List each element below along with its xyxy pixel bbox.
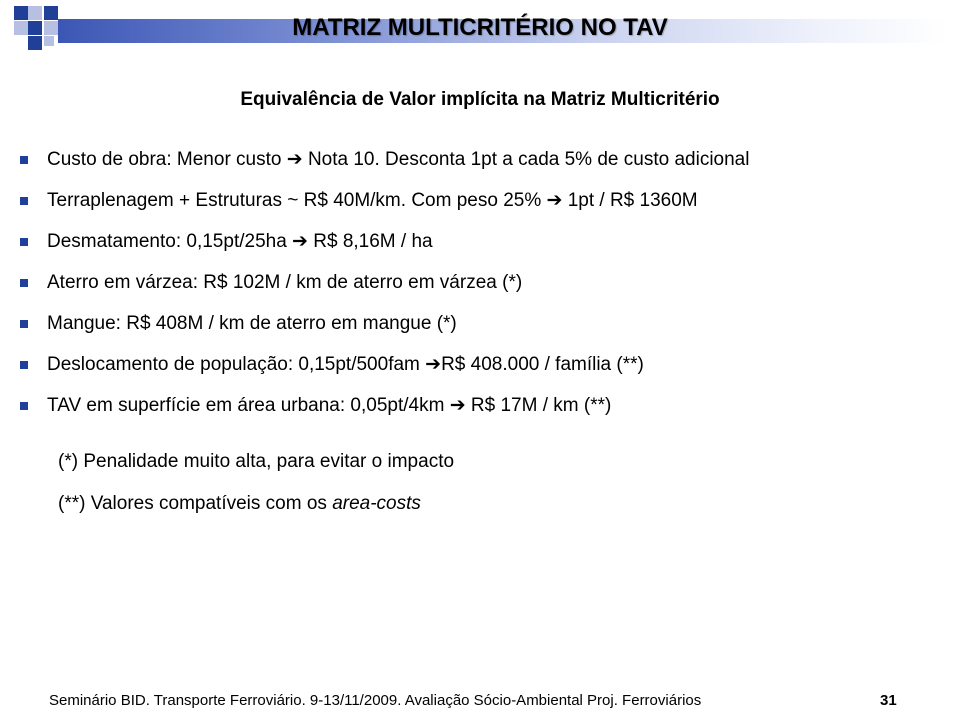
slide-subtitle: Equivalência de Valor implícita na Matriz Multicritério bbox=[240, 89, 720, 110]
bullet-text-before: Aterro em várzea: R$ 102M / km de aterro em várzea (*) bbox=[47, 272, 523, 293]
footnote-2-text: (**) Valores compatíveis com os bbox=[58, 493, 333, 514]
footer-text: Seminário BID. Transporte Ferroviário. 9-13/11/2009. Avaliação Sócio-Ambiental Proj. Ferroviários bbox=[49, 692, 702, 709]
bullet-text-after: R$ 8,16M / ha bbox=[307, 231, 433, 252]
bullet-text-after: R$ 408.000 / família (**) bbox=[441, 354, 644, 375]
bullet-text-before: Deslocamento de população: 0,15pt/500fam bbox=[47, 354, 426, 375]
bullet-item bbox=[20, 307, 950, 348]
bullet-text-before: Mangue: R$ 408M / km de aterro em mangue (*) bbox=[47, 313, 457, 334]
bullet-item bbox=[20, 348, 950, 389]
right-arrow-icon: ➔ bbox=[292, 231, 308, 252]
bullet-marker bbox=[20, 361, 28, 369]
bullet-text-before: Custo de obra: Menor custo bbox=[47, 149, 287, 170]
right-arrow-icon: ➔ bbox=[286, 149, 303, 170]
bullet-text-before: Desmatamento: 0,15pt/25ha bbox=[47, 231, 293, 252]
bullet-item bbox=[20, 225, 950, 266]
footnote-1: (*) Penalidade muito alta, para evitar o impacto bbox=[58, 451, 455, 472]
bullet-list bbox=[20, 143, 950, 430]
bullet-marker bbox=[20, 197, 28, 205]
right-arrow-icon: ➔ bbox=[546, 190, 563, 211]
bullet-marker bbox=[20, 279, 28, 287]
bullet-marker bbox=[20, 320, 28, 328]
bullet-item bbox=[20, 266, 950, 307]
bullet-item bbox=[20, 389, 950, 430]
bullet-text-before: Terraplenagem + Estruturas ~ R$ 40M/km. Com peso 25% bbox=[47, 190, 547, 211]
right-arrow-icon: ➔ bbox=[449, 395, 466, 416]
bullet-marker bbox=[20, 156, 28, 164]
bullet-text-after: R$ 17M / km (**) bbox=[465, 395, 612, 416]
bullet-text-after: Nota 10. Desconta 1pt a cada 5% de custo adicional bbox=[302, 149, 750, 170]
footnote-2-italic: area-costs bbox=[332, 493, 421, 514]
slide-title: MATRIZ MULTICRITÉRIO NO TAV bbox=[292, 14, 668, 41]
bullet-marker bbox=[20, 238, 28, 246]
bullet-marker bbox=[20, 402, 28, 410]
bullet-text-after: 1pt / R$ 1360M bbox=[562, 190, 698, 211]
right-arrow-icon: ➔ bbox=[425, 354, 442, 375]
footnote-2 bbox=[58, 487, 421, 521]
bullet-item bbox=[20, 143, 950, 184]
bullet-item bbox=[20, 184, 950, 225]
bullet-text-before: TAV em superfície em área urbana: 0,05pt/4km bbox=[47, 395, 450, 416]
page-number: 31 bbox=[880, 692, 897, 709]
